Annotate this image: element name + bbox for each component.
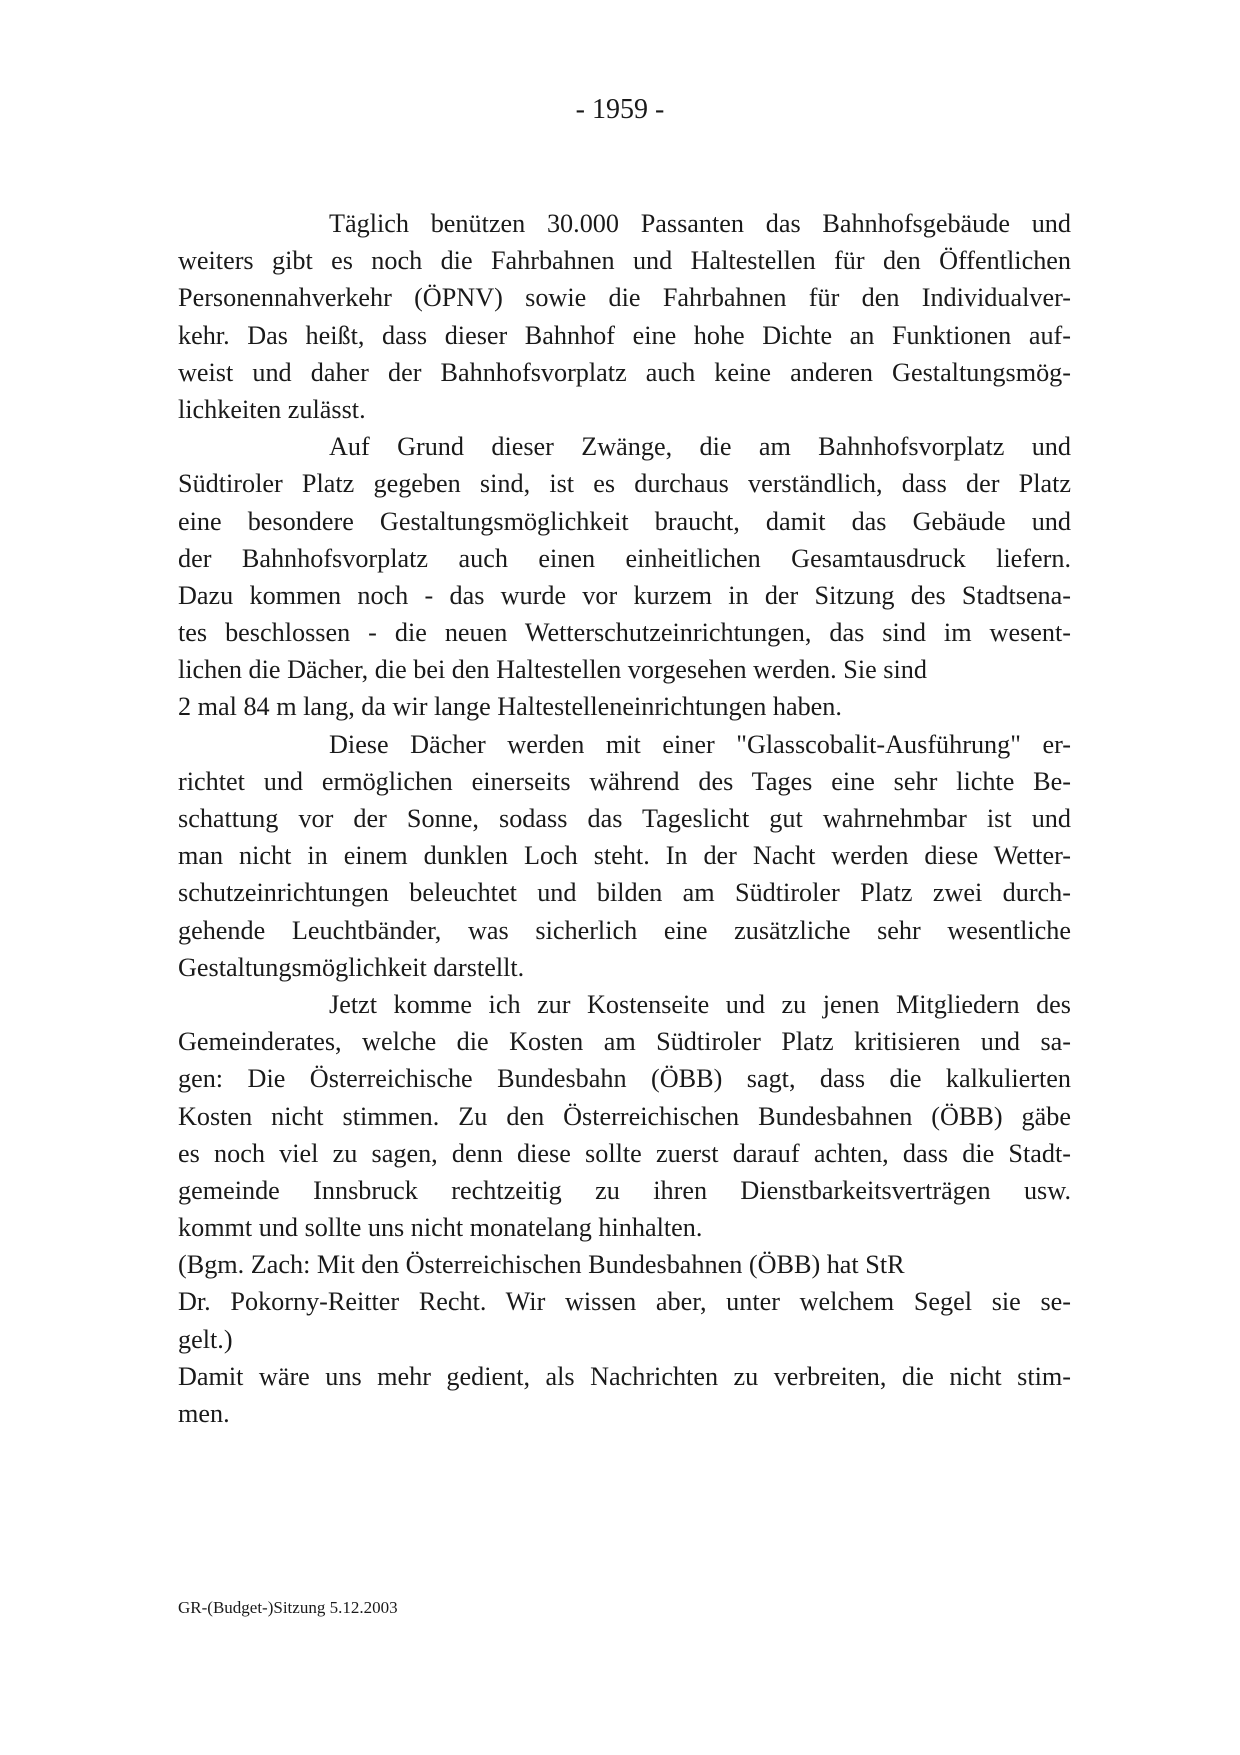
text-line: Damit wäre uns mehr gedient, als Nachrichten zu verbreiten, die nicht stim- [178, 1361, 1071, 1391]
text-line: man nicht in einem dunklen Loch steht. In der Nacht werden diese Wetter- [178, 841, 1071, 871]
text-line: Gestaltungsmöglichkeit darstellt. [178, 952, 525, 982]
text-line: 2 mal 84 m lang, da wir lange Haltestelleneinrichtungen haben. [178, 692, 842, 722]
text-line: Dazu kommen noch - das wurde vor kurzem in der Sitzung des Stadtsena- [178, 580, 1071, 610]
text-line: kommt und sollte uns nicht monatelang hinhalten. [178, 1213, 703, 1243]
body-text [178, 205, 1071, 1432]
text-line: Jetzt komme ich zur Kostenseite und zu jenen Mitgliedern des [329, 989, 1071, 1019]
text-line: gen: Die Österreichische Bundesbahn (ÖBB) sagt, dass die kalkulierten [178, 1064, 1071, 1094]
text-line: kehr. Das heißt, dass dieser Bahnhof eine hohe Dichte an Funktionen auf- [178, 320, 1071, 350]
text-line: Auf Grund dieser Zwänge, die am Bahnhofsvorplatz und [329, 432, 1071, 462]
text-line: schattung vor der Sonne, sodass das Tageslicht gut wahrnehmbar ist und [178, 804, 1071, 833]
text-line: weiters gibt es noch die Fahrbahnen und Haltestellen für den Öffentlichen [178, 246, 1071, 276]
text-line: gelt.) [178, 1324, 233, 1354]
text-line: lichkeiten zulässt. [178, 394, 366, 424]
text-line: lichen die Dächer, die bei den Haltestellen vorgesehen werden. Sie sind [178, 655, 927, 685]
text-line: tes beschlossen - die neuen Wetterschutzeinrichtungen, das sind im wesent- [178, 618, 1071, 648]
text-line: es noch viel zu sagen, denn diese sollte zuerst darauf achten, dass die Stadt- [178, 1138, 1071, 1168]
text-line: (Bgm. Zach: Mit den Österreichischen Bundesbahnen (ÖBB) hat StR [178, 1250, 905, 1280]
text-line: Kosten nicht stimmen. Zu den Österreichischen Bundesbahnen (ÖBB) gäbe [178, 1101, 1071, 1131]
text-line: gehende Leuchtbänder, was sicherlich eine zusätzliche sehr wesentliche [178, 915, 1071, 945]
page-number: - 1959 - [575, 94, 665, 125]
text-line: richtet und ermöglichen einerseits während des Tages eine sehr lichte Be- [178, 766, 1071, 796]
text-line: Täglich benützen 30.000 Passanten das Bahnhofsgebäude und [329, 209, 1071, 238]
text-line: schutzeinrichtungen beleuchtet und bilden am Südtiroler Platz zwei durch- [178, 878, 1071, 908]
footer: GR-(Budget-)Sitzung 5.12.2003 [178, 1598, 398, 1617]
text-line: Südtiroler Platz gegeben sind, ist es durchaus verständlich, dass der Platz [178, 469, 1071, 499]
text-line: men. [178, 1399, 230, 1428]
text-line: Dr. Pokorny-Reitter Recht. Wir wissen aber, unter welchem Segel sie se- [178, 1287, 1071, 1317]
text-line: Diese Dächer werden mit einer "Glasscobalit-Ausführung" er- [329, 729, 1071, 759]
text-line: Gemeinderates, welche die Kosten am Südtiroler Platz kritisieren und sa- [178, 1027, 1071, 1057]
text-line: gemeinde Innsbruck rechtzeitig zu ihren Dienstbarkeitsverträgen usw. [178, 1175, 1071, 1205]
text-line: der Bahnhofsvorplatz auch einen einheitlichen Gesamtausdruck liefern. [178, 543, 1071, 573]
text-line: eine besondere Gestaltungsmöglichkeit braucht, damit das Gebäude und [178, 506, 1071, 536]
text-line: Personennahverkehr (ÖPNV) sowie die Fahrbahnen für den Individualver- [178, 283, 1071, 313]
text-line: weist und daher der Bahnhofsvorplatz auch keine anderen Gestaltungsmög- [178, 357, 1071, 387]
